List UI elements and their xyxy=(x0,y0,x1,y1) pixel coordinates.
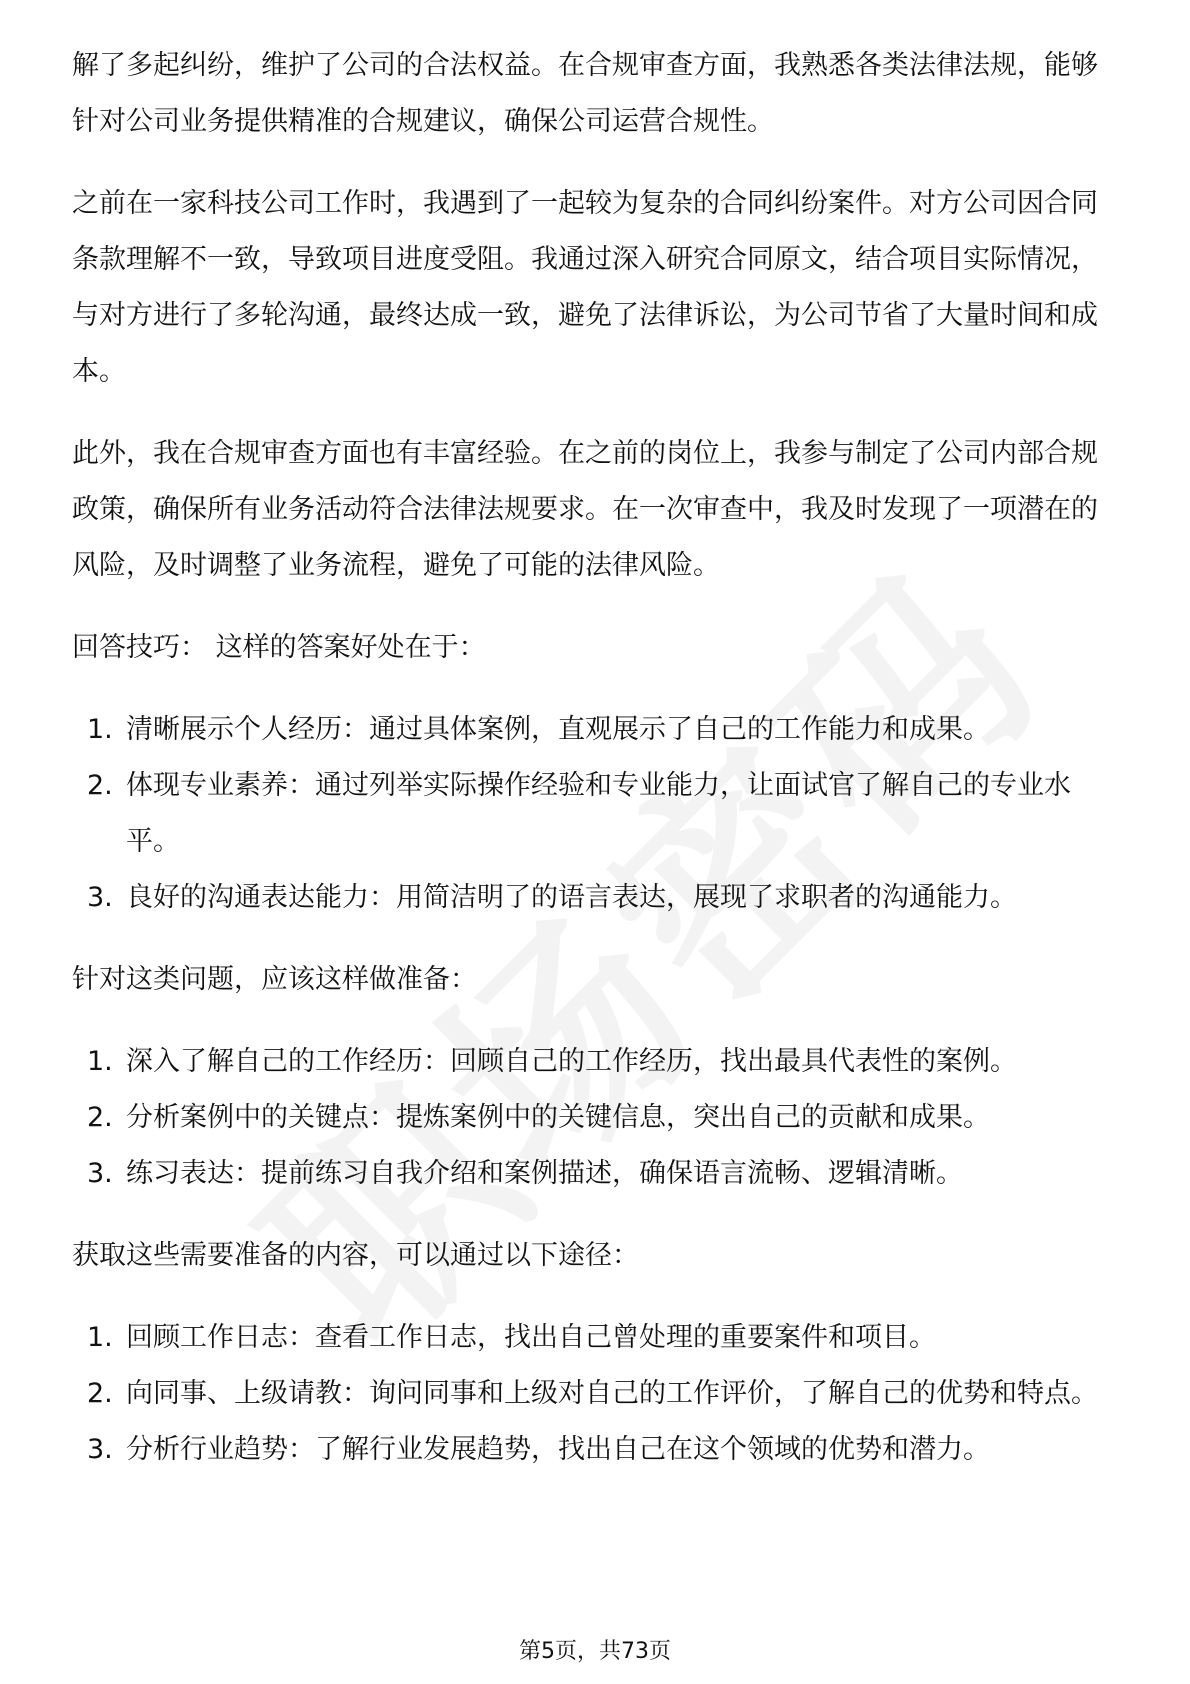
list-number: 1. xyxy=(87,1046,113,1077)
list-text: 清晰展示个人经历：通过具体案例，直观展示了自己的工作能力和成果。 xyxy=(126,714,990,745)
sources-list xyxy=(72,1310,1122,1478)
prep-list xyxy=(72,1034,1122,1202)
list-item xyxy=(72,1034,1122,1090)
list-item xyxy=(72,758,1122,870)
list-item xyxy=(72,1146,1122,1202)
page-footer: 第5页，共73页 xyxy=(519,1639,671,1664)
tips-list xyxy=(72,702,1122,926)
paragraph-3: 此外，我在合规审查方面也有丰富经验。在之前的岗位上，我参与制定了公司内部合规政策，确保所有业务活动符合法律法规要求。在一次审查中，我及时发现了一项潜在的风险，及时调整了业务流程，避免了可能的法律风险。 xyxy=(72,438,1098,581)
list-number: 2. xyxy=(87,1378,113,1409)
paragraph-2: 之前在一家科技公司工作时，我遇到了一起较为复杂的合同纠纷案件。对方公司因合同条款理解不一致，导致项目进度受阻。我通过深入研究合同原文，结合项目实际情况，与对方进行了多轮沟通，最终达成一致，避免了法律诉讼，为公司节省了大量时间和成本。 xyxy=(72,188,1098,387)
paragraph-1: 解了多起纠纷，维护了公司的合法权益。在合规审查方面，我熟悉各类法律法规，能够针对公司业务提供精准的合规建议，确保公司运营合规性。 xyxy=(72,50,1098,137)
list-number: 3. xyxy=(87,1158,113,1189)
list-number: 1. xyxy=(87,1322,113,1353)
list-text: 良好的沟通表达能力：用简洁明了的语言表达，展现了求职者的沟通能力。 xyxy=(126,882,1017,913)
list-item xyxy=(72,702,1122,758)
list-text: 体现专业素养：通过列举实际操作经验和专业能力，让面试官了解自己的专业水平。 xyxy=(126,770,1071,857)
list-item xyxy=(72,1310,1122,1366)
list-item xyxy=(72,1090,1122,1146)
list-number: 3. xyxy=(87,1434,113,1465)
list-text: 深入了解自己的工作经历：回顾自己的工作经历，找出最具代表性的案例。 xyxy=(126,1046,1017,1077)
list-item xyxy=(72,870,1122,926)
list-number: 2. xyxy=(87,1102,113,1133)
list-text: 回顾工作日志：查看工作日志，找出自己曾处理的重要案件和项目。 xyxy=(126,1322,936,1353)
list-text: 分析案例中的关键点：提炼案例中的关键信息，突出自己的贡献和成果。 xyxy=(126,1102,990,1133)
sources-heading: 获取这些需要准备的内容，可以通过以下途径： xyxy=(72,1240,639,1271)
list-number: 1. xyxy=(87,714,113,745)
list-item xyxy=(72,1422,1122,1478)
prep-heading: 针对这类问题，应该这样做准备： xyxy=(72,964,477,995)
tips-heading: 回答技巧： 这样的答案好处在于： xyxy=(72,632,486,663)
list-number: 3. xyxy=(87,882,113,913)
list-text: 分析行业趋势：了解行业发展趋势，找出自己在这个领域的优势和潜力。 xyxy=(126,1434,990,1465)
list-text: 练习表达：提前练习自我介绍和案例描述，确保语言流畅、逻辑清晰。 xyxy=(126,1158,963,1189)
list-item xyxy=(72,1366,1122,1422)
list-number: 2. xyxy=(87,770,113,801)
document-body xyxy=(72,38,1122,1478)
list-text: 向同事、上级请教：询问同事和上级对自己的工作评价，了解自己的优势和特点。 xyxy=(126,1378,1098,1409)
